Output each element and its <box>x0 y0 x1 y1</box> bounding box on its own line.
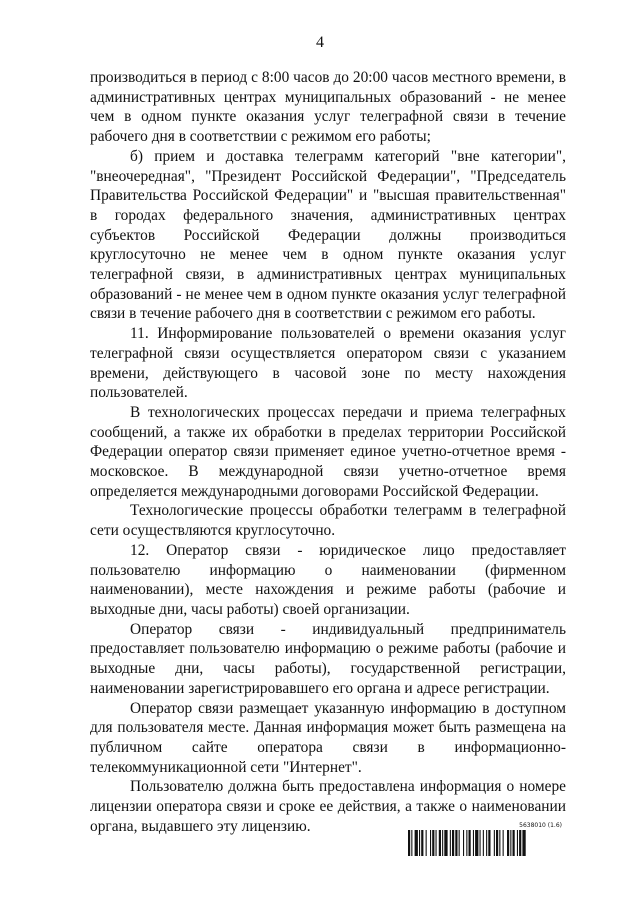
paragraph-3: 11. Информирование пользователей о времени оказания услуг телеграфной связи осуществляется оператором связи с указанием времени, действующего в часовой зоне по месту нахождения пользователей. <box>90 325 566 402</box>
page-number: 4 <box>316 34 324 51</box>
paragraph-6: 12. Оператор связи - юридическое лицо предоставляет пользователю информацию о наименовании (фирменном наименовании), месте нахождения и режиме работы (рабочие и выходные дни, часы работы) своей организации. <box>90 541 566 618</box>
paragraph-9: Пользователю должна быть предоставлена информация о номере лицензии оператора связи и сроке ее действия, а также о наименовании органа, выдавшего эту лицензию. <box>90 778 566 835</box>
paragraph-5: Технологические процессы обработки телеграмм в телеграфной сети осуществляются круглосуточно. <box>90 502 566 540</box>
paragraph-2: б) прием и доставка телеграмм категорий "вне категории", "внеочередная", "Президент Российской Федерации", "Председатель Правительства Российской Федерации" и "высшая правительственная" в городах федерального значения, административных центрах субъектов Российской Федерации должны производиться круглосуточно не менее чем в одном пункте оказания услуг телеграфной связи, в административных центрах муниципальных образований - не менее чем в одном пункте оказания услуг телеграфной связи в течение рабочего дня в соответствии с режимом его работы. <box>90 147 566 323</box>
paragraph-7: Оператор связи - индивидуальный предприниматель предоставляет пользователю информацию о режиме работы (рабочие и выходные дни, часы работы), государственной регистрации, наименовании зарегистрировавшего его органа и адресе регистрации. <box>90 620 566 697</box>
barcode-icon <box>408 830 568 856</box>
document-body <box>90 68 566 836</box>
paragraph-8: Оператор связи размещает указанную информацию в доступном для пользователя месте. Данная информация может быть размещена на публичном сайте оператора связи в информационно-телекоммуникационной сети "Интернет". <box>90 699 566 776</box>
document-barcode <box>408 822 568 858</box>
paragraph-1: производиться в период с 8:00 часов до 20:00 часов местного времени, в административных центрах муниципальных образований - не менее чем в одном пункте оказания услуг телеграфной связи в течение рабочего дня в соответствии с режимом его работы; <box>90 69 566 146</box>
barcode-code: 5638010 (1.6) <box>519 822 562 829</box>
paragraph-4: В технологических процессах передачи и приема телеграфных сообщений, а также их обработки в пределах территории Российской Федерации оператор связи применяет единое учетно-отчетное время - московское. В международной связи учетно-отчетное время определяется международными договорами Российской Федерации. <box>90 403 566 500</box>
